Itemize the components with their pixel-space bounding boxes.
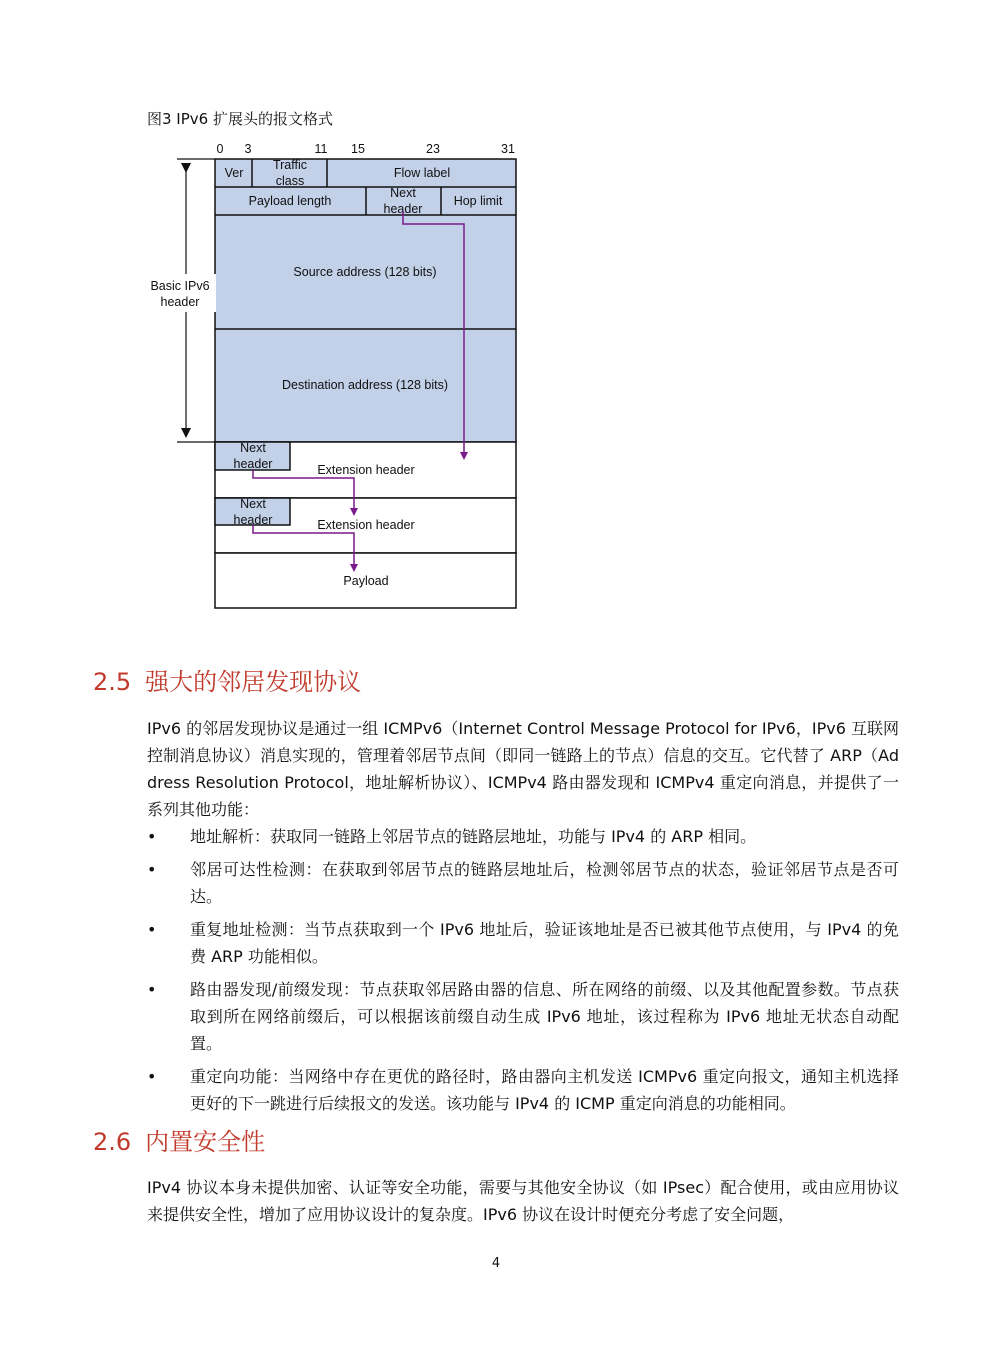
- field-source-address: Source address (128 bits): [293, 265, 437, 279]
- section-2-5-intro: IPv6 的邻居发现协议是通过一组 ICMPv6（Internet Control Message Protocol for IPv6，IPv6 互联网控制消息协议）消息实现的，管理着邻居节点间（即同一链路上的节点）信息的交互。它代替了 ARP（Address Resolution Protocol，地址解析协议）、ICMPv4 路由器发现和 ICMPv4 重定向消息，并提供了一系列其他功能：: [147, 719, 899, 819]
- section-heading-2-6: [93, 1122, 265, 1157]
- section-heading-2-5: [93, 662, 361, 697]
- bit-tick-0: 0: [216, 142, 224, 156]
- field-destination-address: Destination address (128 bits): [281, 378, 449, 392]
- section-number: 2.5: [93, 668, 132, 696]
- field-next-header-2: header: [383, 202, 423, 216]
- ext1-label: Extension header: [317, 463, 415, 477]
- field-traffic-class-2: class: [275, 174, 305, 188]
- ext1-next-header-1: Next: [240, 441, 266, 455]
- field-traffic-class-1: Traffic: [272, 158, 308, 172]
- field-next-header-1: Next: [390, 186, 416, 200]
- figure-caption: 图3 IPv6 扩展头的报文格式: [147, 110, 333, 128]
- side-label-1: Basic IPv6: [150, 279, 210, 293]
- bit-tick-3: 3: [244, 142, 252, 156]
- field-payload-length: Payload length: [248, 194, 332, 208]
- ipv6-header-diagram: [0, 0, 992, 640]
- section-title: 内置安全性: [145, 1128, 266, 1156]
- ext2-label: Extension header: [317, 518, 415, 532]
- side-label-2: header: [160, 295, 200, 309]
- page-number: 4: [491, 1256, 501, 1271]
- payload-label: Payload: [343, 574, 389, 588]
- field-ver: Ver: [224, 166, 244, 180]
- bit-tick-23: 23: [426, 142, 440, 156]
- list-item: • 邻居可达性检测：在获取到邻居节点的链路层地址后，检测邻居节点的状态，验证邻居节点是否可达。: [147, 856, 899, 910]
- field-flow-label: Flow label: [393, 166, 451, 180]
- bullet-icon: •: [147, 860, 157, 879]
- field-hop-limit: Hop limit: [453, 194, 503, 208]
- bullet-icon: •: [147, 980, 157, 999]
- bullet-icon: •: [147, 827, 157, 846]
- ext2-next-header-1: Next: [240, 497, 266, 511]
- feature-list: [147, 823, 899, 1123]
- bullet-icon: •: [147, 1067, 157, 1086]
- list-item: • 重复地址检测：当节点获取到一个 IPv6 地址后，验证该地址是否已被其他节点使用，与 IPv4 的免费 ARP 功能相似。: [147, 916, 899, 970]
- list-item: • 重定向功能：当网络中存在更优的路径时，路由器向主机发送 ICMPv6 重定向报文，通知主机选择更好的下一跳进行后续报文的发送。该功能与 IPv4 的 ICMP 重定向消息的功能相同。: [147, 1063, 899, 1117]
- section-2-6-intro: IPv4 协议本身未提供加密、认证等安全功能，需要与其他安全协议（如 IPsec）配合使用，或由应用协议来提供安全性，增加了应用协议设计的复杂度。IPv6 协议在设计时便充分考虑了安全问题，: [147, 1178, 899, 1224]
- section-number: 2.6: [93, 1128, 132, 1156]
- bit-tick-11: 11: [314, 142, 328, 156]
- list-item: • 地址解析：获取同一链路上邻居节点的链路层地址，功能与 IPv4 的 ARP 相同。: [147, 823, 899, 850]
- ext2-next-header-2: header: [233, 513, 273, 527]
- section-title: 强大的邻居发现协议: [145, 668, 362, 696]
- bit-tick-15: 15: [351, 142, 365, 156]
- ext1-next-header-2: header: [233, 457, 273, 471]
- list-item: • 路由器发现/前缀发现：节点获取邻居路由器的信息、所在网络的前缀、以及其他配置参数。节点获取到所在网络前缀后，可以根据该前缀自动生成 IPv6 地址，该过程称为 IPv6 地址无状态自动配置。: [147, 976, 899, 1057]
- bit-tick-31: 31: [501, 142, 515, 156]
- bullet-icon: •: [147, 920, 157, 939]
